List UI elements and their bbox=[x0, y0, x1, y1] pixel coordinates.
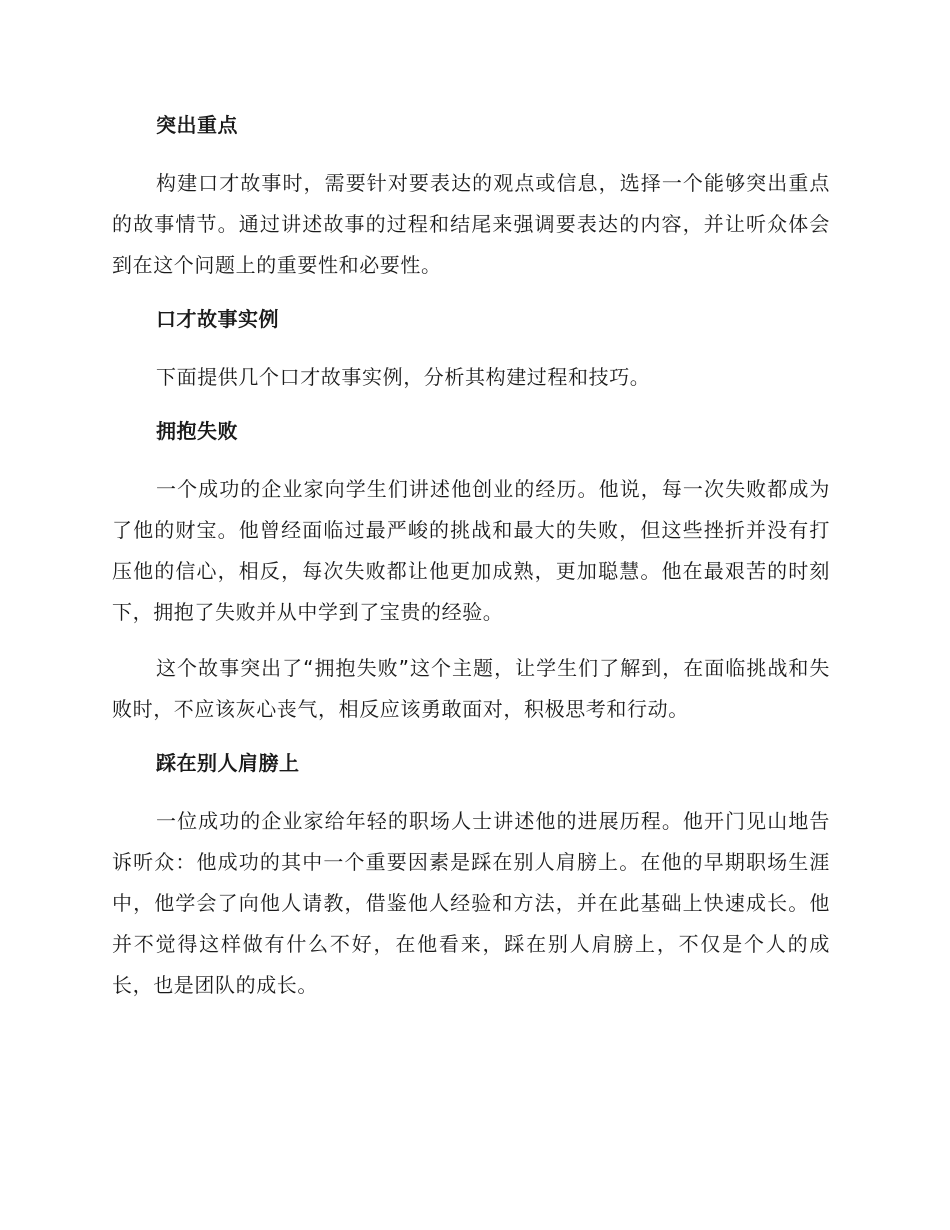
section-paragraph: 一位成功的企业家给年轻的职场人士讲述他的进展历程。他开门见山地告诉听众：他成功的其中一个重要因素是踩在别人肩膀上。在他的早期职场生涯中，他学会了向他人请教，借鉴他人经验和方法，并在此基础上快速成长。他并不觉得这样做有什么不好，在他看来，踩在别人肩膀上，不仅是个人的成长，也是团队的成长。 bbox=[112, 809, 830, 997]
section-heading-embrace-failure: 拥抱失败 bbox=[156, 419, 238, 443]
section-paragraph: 这个故事突出了“拥抱失败”这个主题，让学生们了解到，在面临挑战和失败时，不应该灰心丧气，相反应该勇敢面对，积极思考和行动。 bbox=[112, 656, 830, 721]
section-heading-standing-on-shoulders: 踩在别人肩膀上 bbox=[156, 751, 300, 775]
section-paragraph: 下面提供几个口才故事实例，分析其构建过程和技巧。 bbox=[156, 365, 651, 389]
section-paragraph: 构建口才故事时，需要针对要表达的观点或信息，选择一个能够突出重点的故事情节。通过讲述故事的过程和结尾来强调要表达的内容，并让听众体会到在这个问题上的重要性和必要性。 bbox=[112, 171, 830, 277]
document-page bbox=[112, 107, 830, 1021]
section-heading-highlight-key-points: 突出重点 bbox=[156, 113, 238, 137]
section-paragraph: 一个成功的企业家向学生们讲述他创业的经历。他说，每一次失败都成为了他的财宝。他曾经面临过最严峻的挑战和最大的失败，但这些挫折并没有打压他的信心，相反，每次失败都让他更加成熟，更加聪慧。他在最艰苦的时刻下，拥抱了失败并从中学到了宝贵的经验。 bbox=[112, 477, 830, 624]
section-heading-story-examples: 口才故事实例 bbox=[156, 307, 279, 331]
